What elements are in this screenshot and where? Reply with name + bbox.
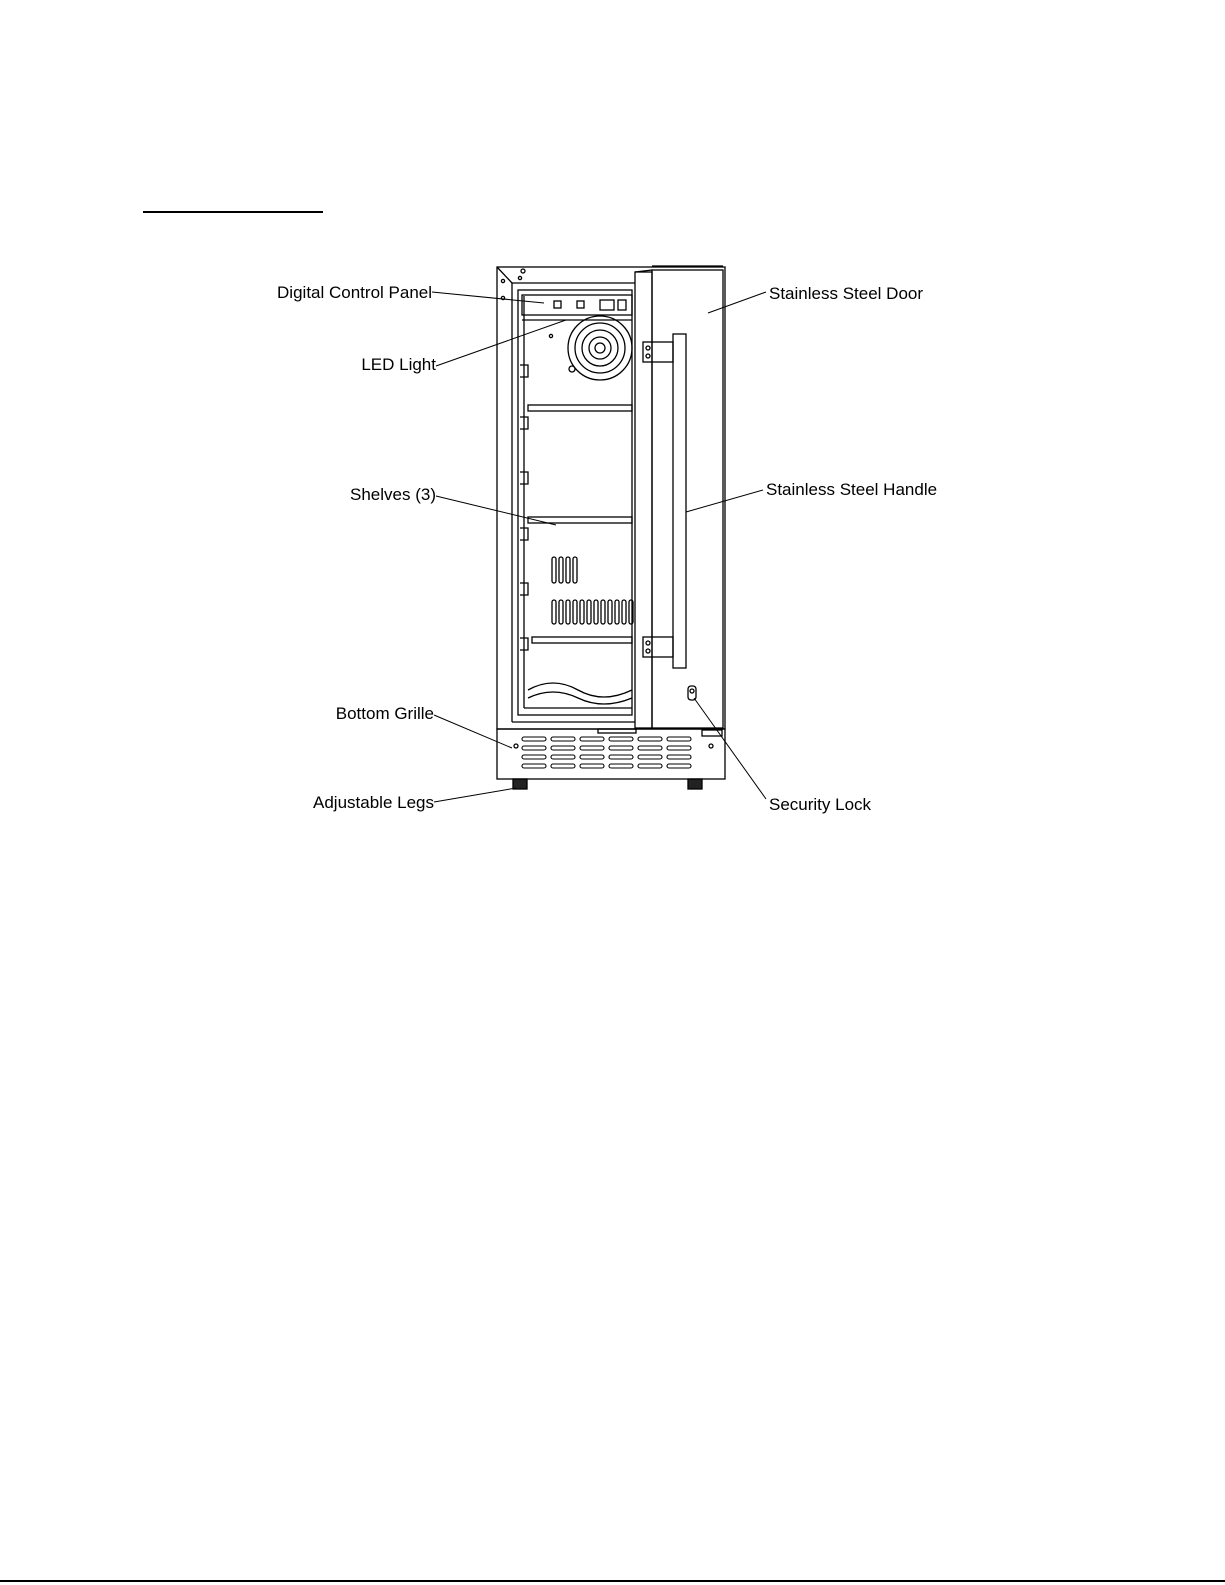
label-bottom-grille: Bottom Grille bbox=[335, 704, 434, 723]
label-security-lock: Security Lock bbox=[769, 795, 872, 814]
control-panel bbox=[522, 295, 632, 320]
rear-vents bbox=[552, 557, 633, 624]
page-bottom-rule bbox=[0, 1580, 1225, 1582]
label-digital-control-panel: Digital Control Panel bbox=[277, 283, 432, 302]
handle bbox=[643, 334, 686, 668]
interior-liner bbox=[518, 290, 632, 715]
shelves bbox=[520, 365, 632, 704]
adjustable-legs bbox=[513, 779, 702, 789]
label-adjustable-legs: Adjustable Legs bbox=[313, 793, 434, 812]
label-stainless-steel-handle: Stainless Steel Handle bbox=[766, 480, 938, 499]
label-stainless-steel-door: Stainless Steel Door bbox=[769, 284, 924, 303]
leader-lines bbox=[432, 292, 766, 802]
label-shelves: Shelves (3) bbox=[350, 485, 436, 504]
cabinet-body bbox=[497, 267, 725, 729]
door bbox=[635, 266, 723, 728]
bottom-grille bbox=[497, 729, 725, 779]
label-led-light: LED Light bbox=[361, 355, 436, 374]
fan-icon bbox=[549, 316, 632, 380]
